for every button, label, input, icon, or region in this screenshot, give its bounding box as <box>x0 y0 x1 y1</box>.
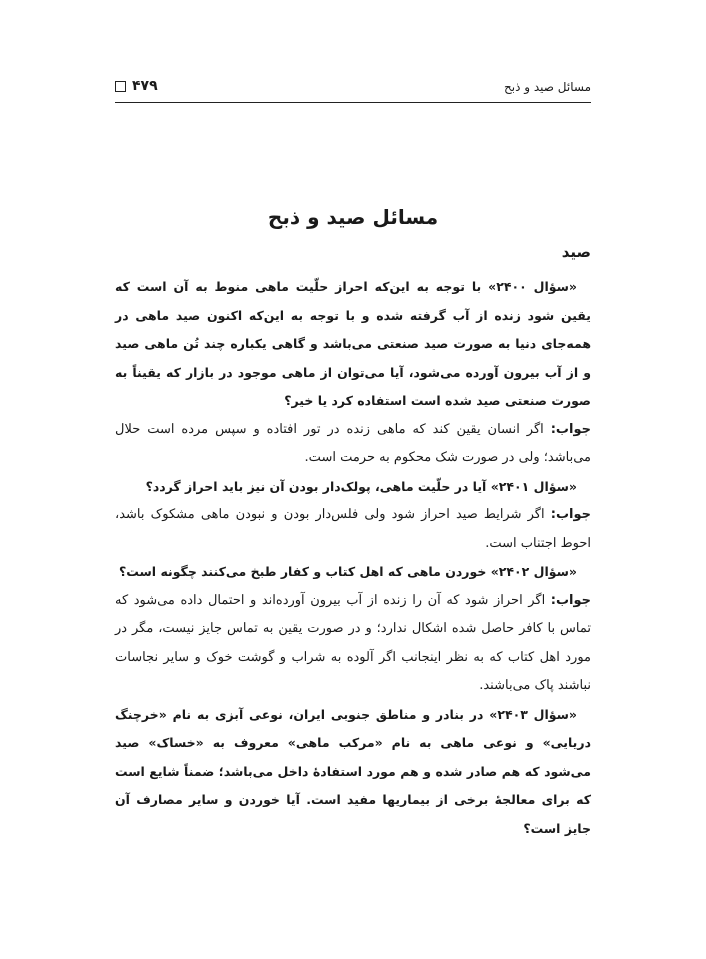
question-paragraph: «سؤال ۲۴۰۳» در بنادر و مناطق جنوبی ایران، نوعی آبزی به نام «خرچنگ دریایی» و نوعی ماهی به نام «مرکب ماهی» معروف به «خساک» صید می‌شود که هم صادر شده و هم مورد استفادهٔ داخل می‌باشد؛ ضمناً شایع است که برای معالجهٔ برخی از بیماریها مفید است. آیا خوردن و سایر مصارف آن جایز است؟ <box>115 706 591 836</box>
page-number <box>115 78 158 94</box>
answer-text: اگر احراز شود که آن را زنده از آب بیرون آورده‌اند و احتمال داده می‌شود که تماس با کافر حاصل شده اشکال ندارد؛ و در صورت یقین به تماس جایز نیست، مگر در مورد اهل کتاب که به نظر اینجانب اگر آلوده به شراب و گوشت خوک و سایر نجاسات نباشند پاک می‌باشند. <box>115 592 591 693</box>
question-paragraph: «سؤال ۲۴۰۰» با توجه به این‌که احراز حلّیت ماهی منوط به آن است که یقین شود زنده از آب گرفته شده و با توجه به این‌که اکنون صید ماهی در همه‌جای دنیا به صورت صید صنعتی می‌باشد و گاهی یکباره چند تُن ماهی صید و از آب بیرون آورده می‌شود، آیا می‌توان از ماهی موجود در بازار که یقیناً به صورت صنعتی صید شده است استفاده کرد یا خیر؟ <box>115 279 591 408</box>
answer-text: اگر انسان یقین کند که ماهی زنده در تور افتاده و سپس مرده است حلال می‌باشد؛ ولی در صورت شک محکوم به حرمت است. <box>115 421 591 465</box>
question-paragraph: «سؤال ۲۴۰۱» آیا در حلّیت ماهی، پولک‌دار بودن آن نیز باید احراز گردد؟ <box>145 478 577 494</box>
square-ornament-icon <box>115 81 126 92</box>
answer-paragraph <box>115 587 591 701</box>
chapter-title: مسائل صید و ذبح <box>267 205 439 229</box>
question-paragraph: «سؤال ۲۴۰۲» خوردن ماهی که اهل کتاب و کفار طبخ می‌کنند چگونه است؟ <box>119 564 577 579</box>
section-title: صید <box>561 243 591 261</box>
running-title: مسائل صید و ذبح <box>504 80 591 94</box>
page-header <box>115 78 591 103</box>
answer-label: جواب: <box>550 421 591 437</box>
answer-label: جواب: <box>550 507 591 522</box>
page-number-text: ۴۷۹ <box>132 78 158 94</box>
answer-label: جواب: <box>550 592 591 608</box>
page-body <box>115 205 591 843</box>
answer-paragraph <box>115 416 591 473</box>
answer-paragraph <box>115 501 591 558</box>
answer-text: اگر شرایط صید احراز شود ولی فلس‌دار بودن و نبودن ماهی مشکوک باشد، احوط اجتناب است. <box>115 507 591 551</box>
